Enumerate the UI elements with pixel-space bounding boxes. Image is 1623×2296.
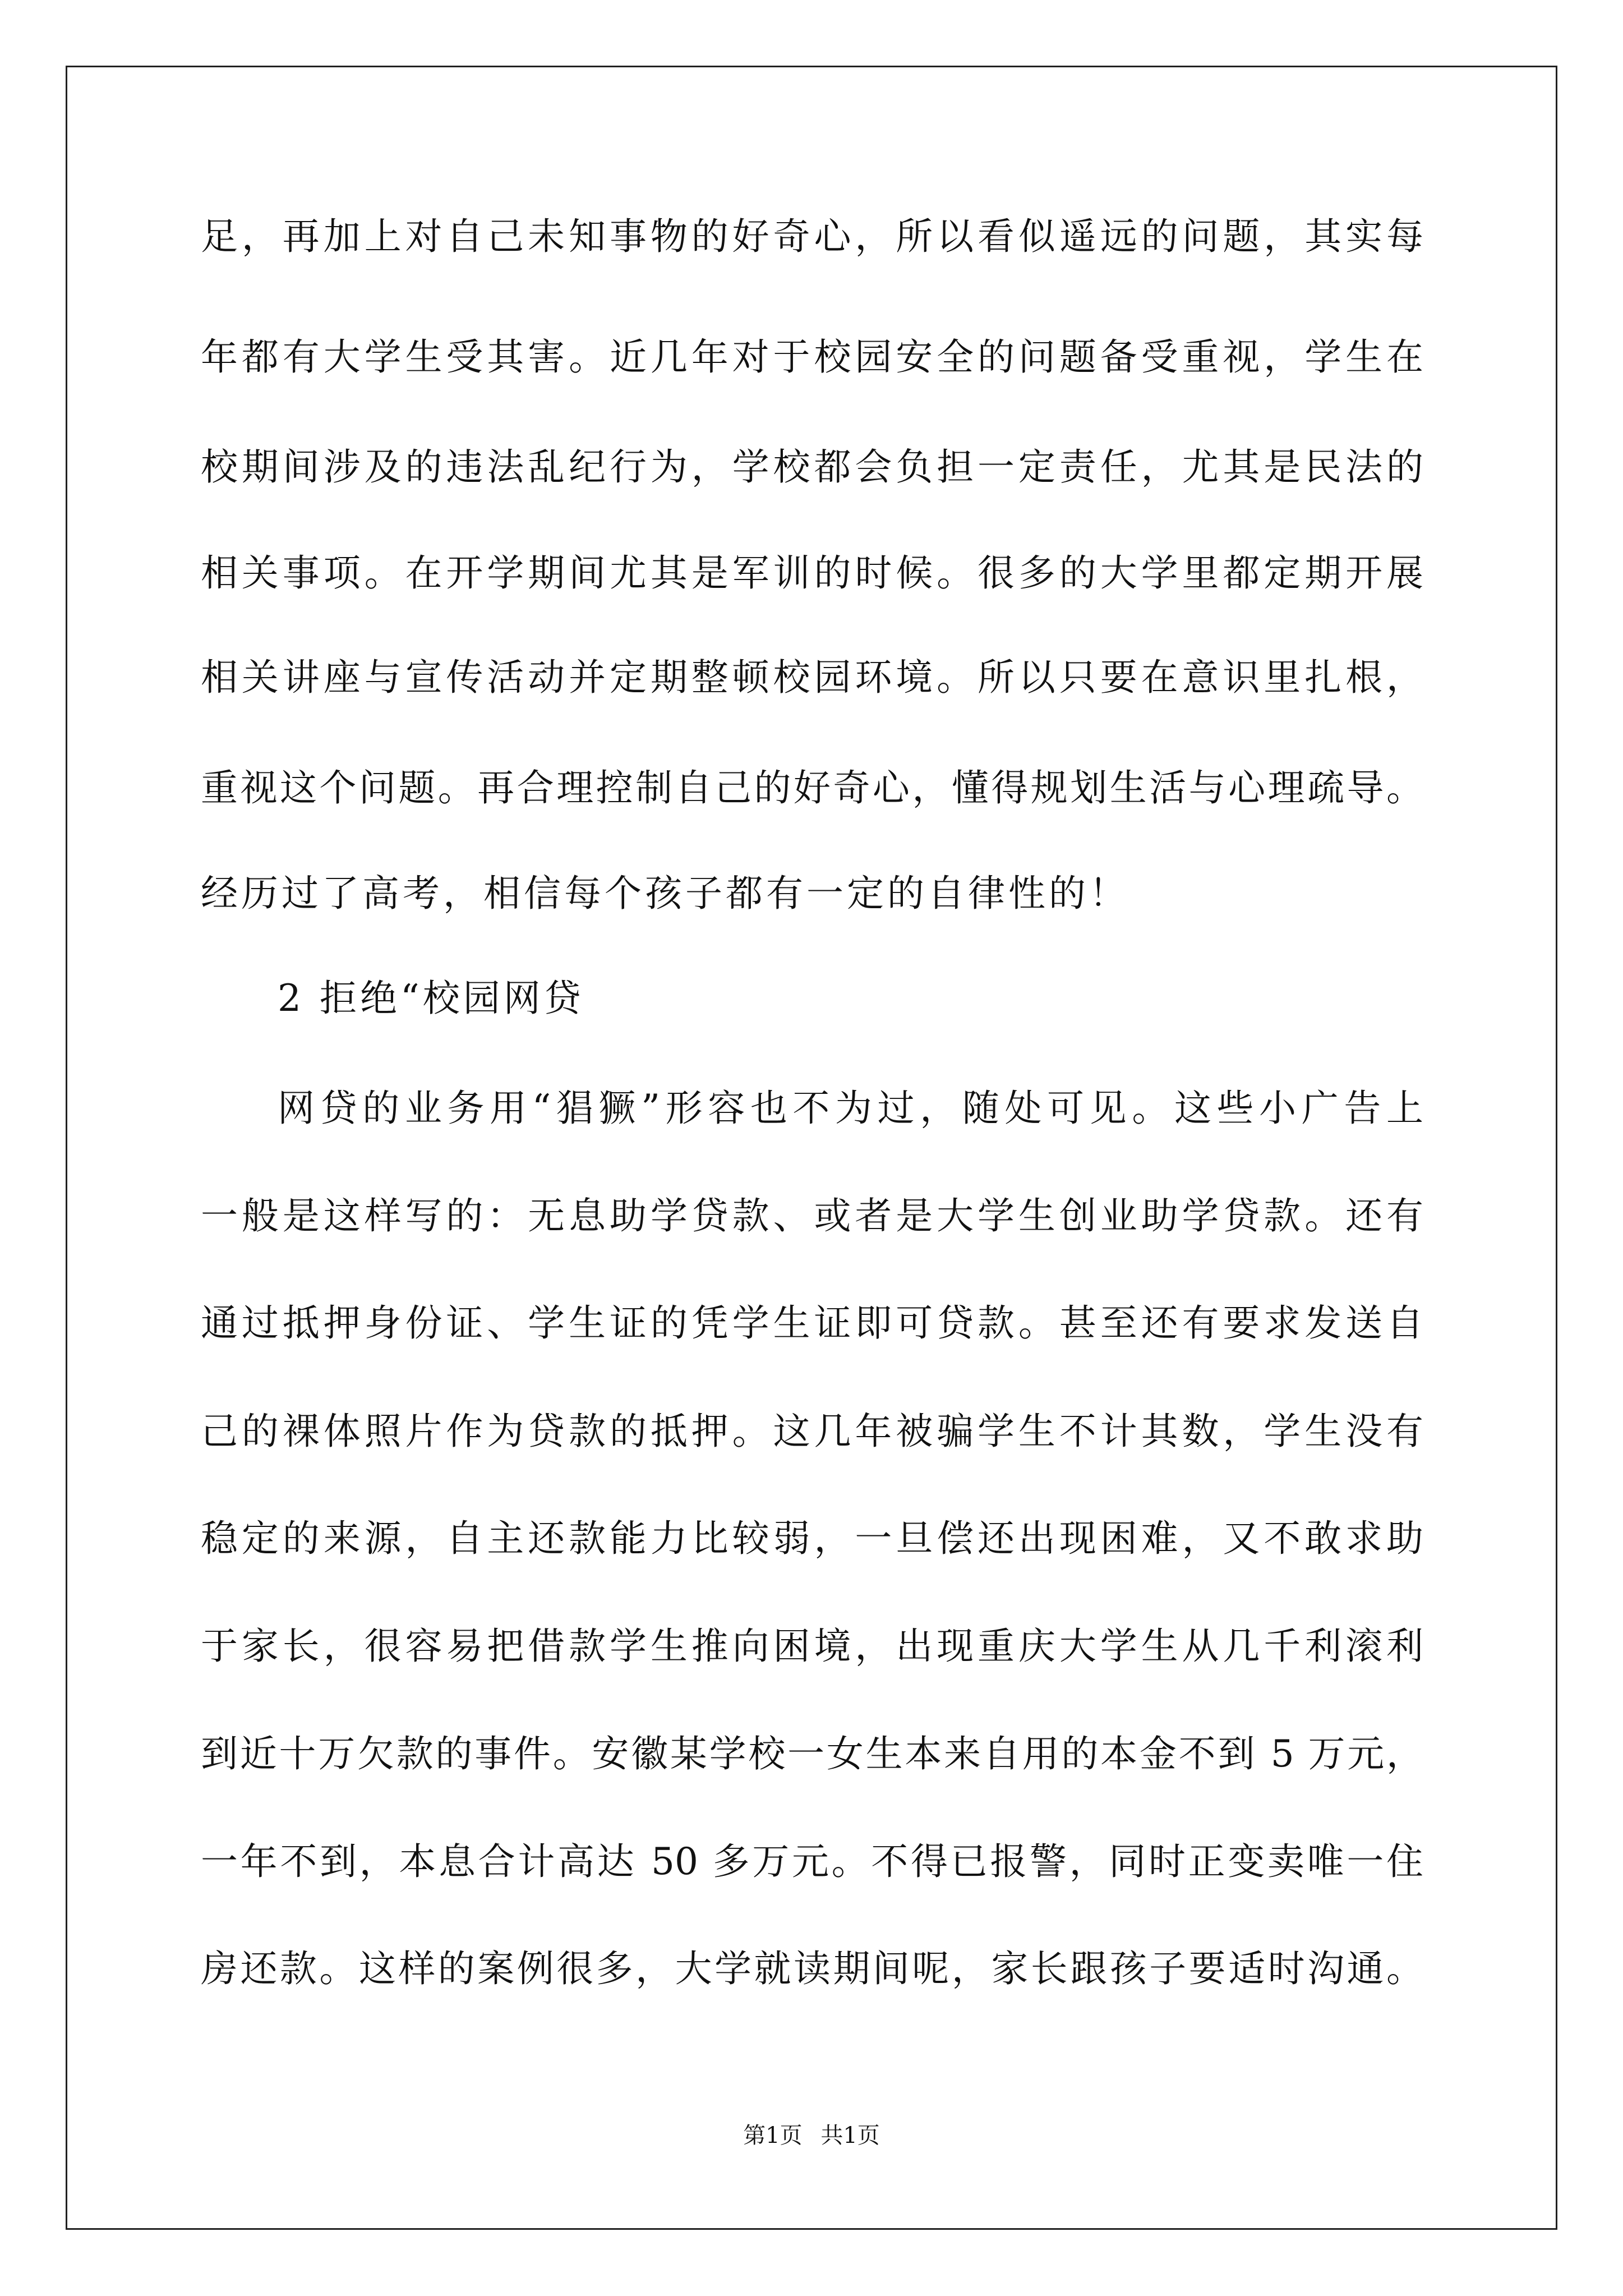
text-line-5: 相关讲座与宣传活动并定期整顿校园环境。所以只要在意识里扎根， — [201, 656, 1423, 699]
page-number-total: 共1页 — [820, 2123, 880, 2148]
text-line-16: 一年不到，本息合计高达 50 多万元。不得已报警，同时正变卖唯一住 — [201, 1840, 1423, 1883]
page-number-current: 第1页 — [743, 2123, 803, 2148]
text-line-14: 于家长，很容易把借款学生推向困境，出现重庆大学生从几千利滚利 — [201, 1625, 1423, 1668]
text-line-10: 一般是这样写的：无息助学贷款、或者是大学生创业助学贷款。还有 — [201, 1194, 1423, 1237]
text-line-7: 经历过了高考，相信每个孩子都有一定的自律性的！ — [201, 872, 1129, 915]
text-line-3: 校期间涉及的违法乱纪行为，学校都会负担一定责任，尤其是民法的 — [201, 445, 1423, 489]
section-heading: 2 拒绝“校园网贷 — [278, 977, 584, 1020]
text-line-12: 己的裸体照片作为贷款的抵押。这几年被骗学生不计其数，学生没有 — [201, 1410, 1423, 1453]
text-line-1: 足，再加上对自己未知事物的好奇心，所以看似遥远的问题，其实每 — [201, 215, 1423, 258]
text-line-9: 网贷的业务用“猖獗”形容也不为过，随处可见。这些小广告上 — [278, 1087, 1423, 1130]
text-line-13: 稳定的来源，自主还款能力比较弱，一旦偿还出现困难，又不敢求助 — [201, 1517, 1423, 1560]
text-line-4: 相关事项。在开学期间尤其是军训的时候。很多的大学里都定期开展 — [201, 551, 1423, 595]
text-line-17: 房还款。这样的案例很多，大学就读期间呢，家长跟孩子要适时沟通。 — [201, 1947, 1423, 1990]
text-line-11: 通过抵押身份证、学生证的凭学生证即可贷款。甚至还有要求发送自 — [201, 1301, 1423, 1345]
page-frame — [66, 66, 1557, 2230]
text-line-15: 到近十万欠款的事件。安徽某学校一女生本来自用的本金不到 5 万元， — [201, 1732, 1423, 1775]
text-line-6: 重视这个问题。再合理控制自己的好奇心，懂得规划生活与心理疏导。 — [201, 766, 1423, 809]
page-footer — [0, 2122, 1623, 2150]
text-line-2: 年都有大学生受其害。近几年对于校园安全的问题备受重视，学生在 — [201, 335, 1423, 379]
